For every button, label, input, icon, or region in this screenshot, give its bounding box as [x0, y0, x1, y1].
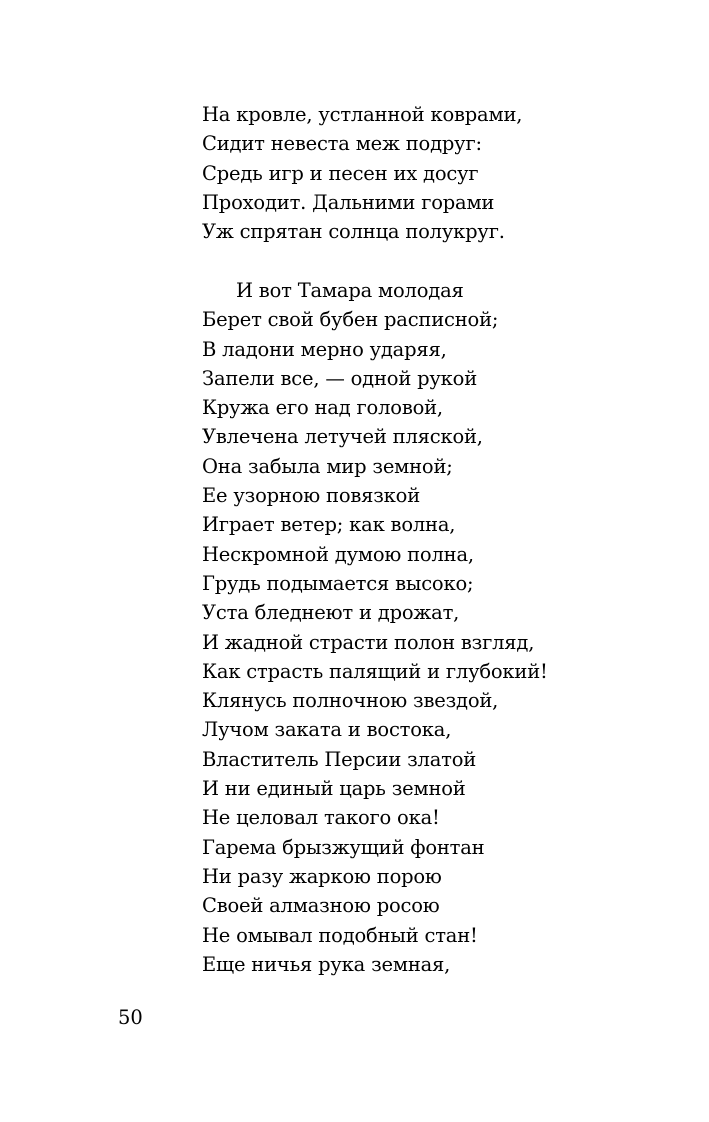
- poem-line: Нескромной думою полна,: [202, 542, 474, 566]
- poem-line: Гарема брызжущий фонтан: [202, 835, 485, 859]
- poem-line: Грудь подымается высоко;: [202, 571, 474, 595]
- stanza-2: [202, 276, 548, 979]
- poem-line: Проходит. Дальними горами: [202, 190, 495, 214]
- poem-line: Еще ничья рука земная,: [202, 952, 451, 976]
- poem-line: Берет свой бубен расписной;: [202, 308, 499, 332]
- poem-line: Ее узорною повязкой: [202, 484, 420, 508]
- page-number: 50: [118, 1006, 143, 1029]
- poem-line: В ладони мерно ударяя,: [202, 337, 447, 361]
- poem-line: И ни единый царь земной: [202, 777, 466, 801]
- poem-line: И вот Тамара молодая: [236, 279, 464, 302]
- poem-line: Лучом заката и востока,: [202, 718, 452, 742]
- poem-line: Кружа его над головой,: [202, 396, 443, 420]
- poem-line: И жадной страсти полон взгляд,: [202, 630, 535, 654]
- poem-line: Клянусь полночною звездой,: [202, 689, 499, 713]
- poem-line: Она забыла мир земной;: [202, 454, 453, 478]
- poem-line: Своей алмазною росою: [202, 894, 440, 918]
- poem-line: Уж спрятан солнца полукруг.: [202, 220, 505, 244]
- poem-line: Играет ветер; как волна,: [202, 513, 456, 537]
- poem-line: Не омывал подобный стан!: [202, 923, 478, 947]
- poem-line: Как страсть палящий и глубокий!: [202, 659, 548, 683]
- poem-line: Ни разу жаркою порою: [202, 864, 442, 888]
- poem-line: Не целовал такого ока!: [202, 806, 440, 830]
- stanza-1: [202, 100, 522, 246]
- poem-line: Средь игр и песен их досуг: [202, 161, 479, 185]
- poem-line: На кровле, устланной коврами,: [202, 103, 523, 126]
- poem-line: Сидит невеста меж подруг:: [202, 132, 482, 156]
- poem-line: Властитель Персии златой: [202, 747, 477, 771]
- poem-line: Увлечена летучей пляской,: [202, 425, 483, 449]
- poem-line: Запели все, — одной рукой: [202, 366, 477, 390]
- poem-line: Уста бледнеют и дрожат,: [202, 601, 460, 625]
